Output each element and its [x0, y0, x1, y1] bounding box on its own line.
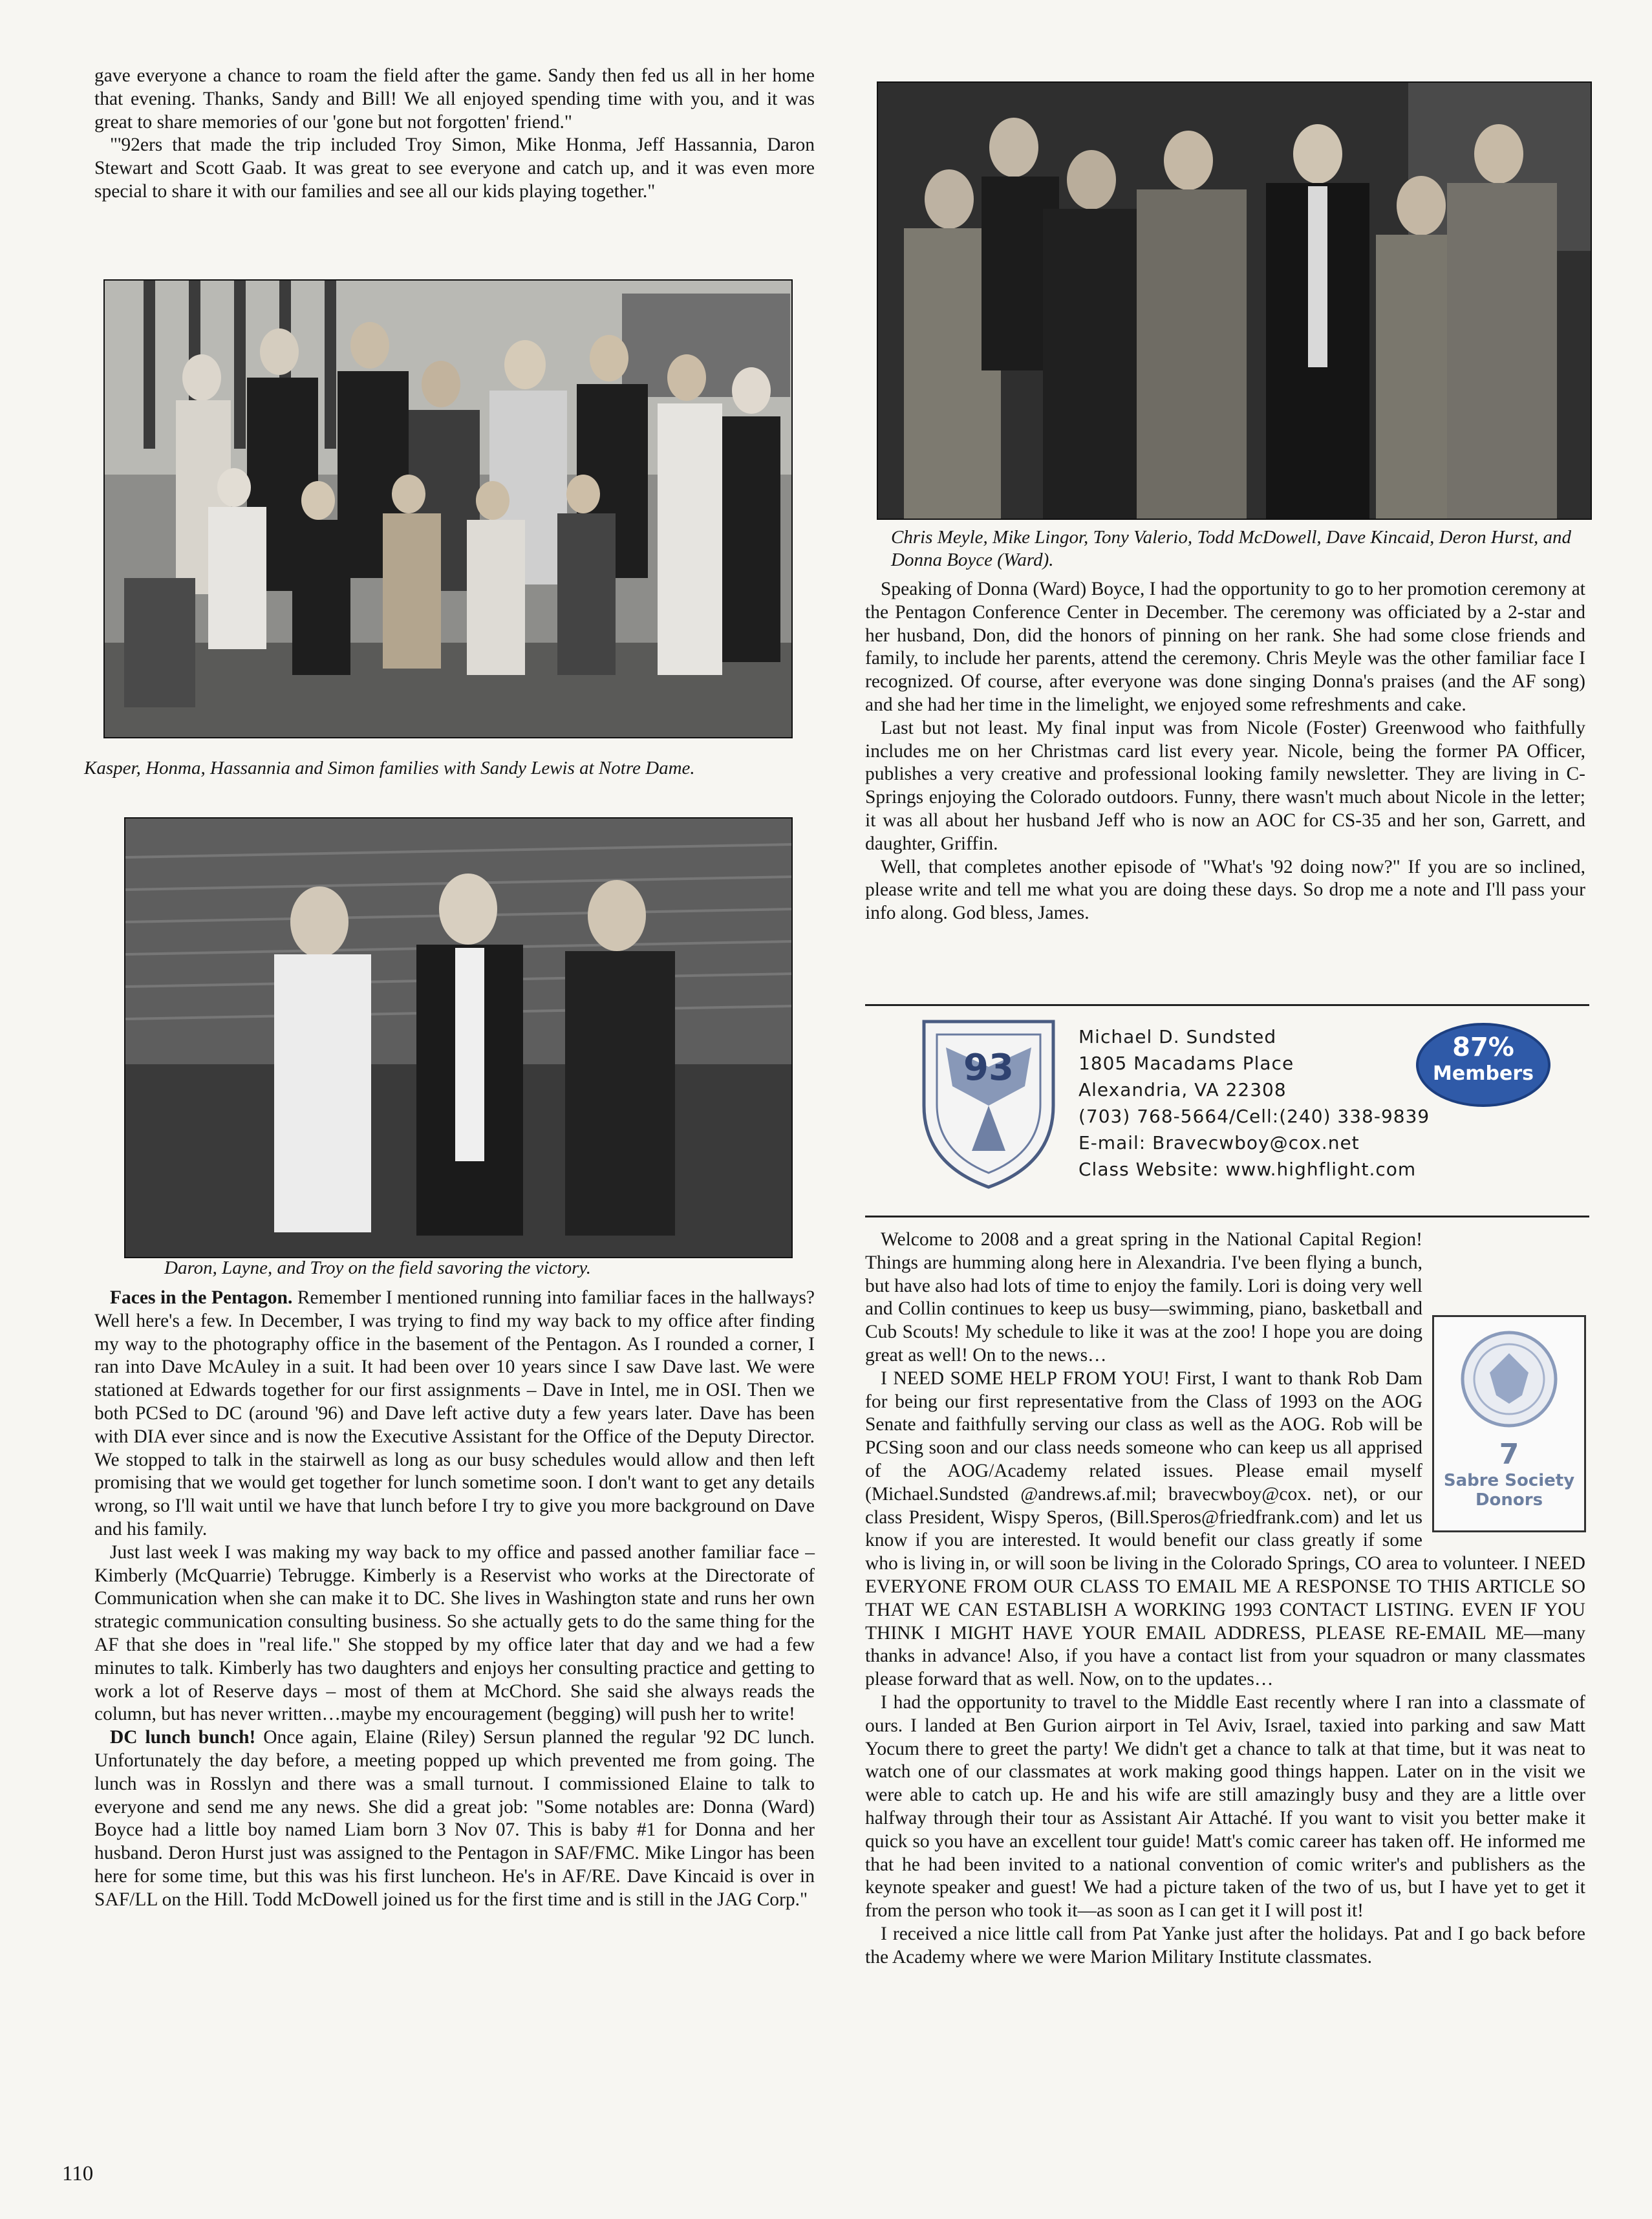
paragraph-faces: Faces in the Pentagon. Remember I mentioned running into familiar faces in the hallways? Well here's a few. In December, I was trying to find my way back to my office after finding my way to the photography office in the basement of the Pentagon. As I rounded a corner, I ran into Dave McAuley in a suit. It had been over 10 years since I saw Dave last. We were stationed at Edwards together for our first assignments – Dave in Intel, me in OSI. Then we both PCSed to DC (around '96) and Dave left active duty a few years later. Dave has been with DIA ever since and is now the Executive Assistant for the Office of the Deputy Director. We stopped to talk in the stairwell as long as our busy schedules would allow and then left promising that we would get together for lunch sometime soon. I don't want to get any details wrong, so I'll wait until we have that lunch before I try to give you more background on Dave and his family. — [94, 1287, 815, 1539]
lunch-heading: DC lunch bunch! — [110, 1727, 256, 1748]
class-crest — [907, 1009, 1070, 1191]
sabre-line1: Sabre Society — [1443, 1471, 1575, 1490]
paragraph: I NEED SOME HELP FROM YOU! First, I want to thank Rob Dam for being our first representative from the Class of 1993 on the AOG Senate and faithfully serving our class as well as the AOG. Rob will be PCSing soon and our class needs someone who can keep us all apprised of the AOG/Academy related issues. Please email myself (Michael.Sundsted @andrews.af.mil; bravecwboy@cox. net), or our class President, Wispy Speros, (Bill.Speros@friedfrank.com) and let us know if you are interested. It would benefit our class greatly if some who is living in, or will soon be living in the Colorado Springs, CO area to volunteer. I NEED EVERYONE FROM OUR CLASS TO EMAIL ME A RESPONSE TO THIS ARTICLE SO THAT WE CAN ESTABLISH A WORKING 1993 CONTACT LISTING. EVEN IF YOU THINK I MIGHT HAVE YOUR EMAIL ADDRESS, PLEASE RE-EMAIL ME—many thanks in advance! Also, if you have a contact list from your squadron or many classmates please forward that as well. Now, on to the updates… — [865, 1367, 1585, 1690]
paragraph: I received a nice little call from Pat Yanke just after the holidays. Pat and I go back before the Academy where we were Marion Military Institute classmates. — [865, 1923, 1585, 1967]
float-spacer — [1422, 1228, 1585, 1544]
sabre-count: 7 — [1499, 1438, 1519, 1471]
sabre-line2: Donors — [1475, 1490, 1543, 1510]
paragraph: I had the opportunity to travel to the Middle East recently where I ran into a classmate of ours. I landed at Ben Gurion airport in Tel Aviv, Israel, taxied into parking and saw Matt Yocum there to greet the party! We didn't get a chance to talk at that time, but it was neat to watch one of our classmates at work making good things happen. Later on in the visit we were able to catch up. He and his wife are still amazingly busy and they are a little over halfway through their tour as Assistant Air Attaché. If you want to visit you better make it quick so you have an excellent tour guide! Matt's comic career has taken off. He informed me that he had been invited to a national convention of comic writer's and publishers as the keynote speaker and guest! We had a picture taken of the two of us, but I have yet to get it from the person who took it—as soon as I can get it I will post it! — [865, 1691, 1585, 1922]
family-group-photo — [103, 279, 793, 738]
contact-email: E-mail: Bravecwboy@cox.net — [1078, 1132, 1360, 1153]
paragraph: Welcome to 2008 and a great spring in the National Capital Region! Things are humming along here in Alexandria. I've been flying a bunch, but have also had lots of time to enjoy the family. Lori is doing very well and Collin continues to keep us busy—swimming, piano, basketball and Cub Scouts! My schedule to like it was at the zoo! I hope you are doing great as well! On to the news… — [865, 1229, 1422, 1366]
pentagon-group-photo — [877, 81, 1592, 520]
divider — [865, 1216, 1589, 1217]
right-column-bottom — [865, 1228, 1585, 1969]
contact-street: 1805 Macadams Place — [1078, 1053, 1294, 1074]
members-label: Members — [1433, 1062, 1534, 1085]
members-percent: 87% — [1452, 1033, 1514, 1062]
photo2-caption: Daron, Layne, and Troy on the field savoring the victory. — [164, 1258, 591, 1278]
stadium-three-men-photo — [124, 817, 793, 1258]
paragraph-kimberly: Just last week I was making my way back to my office and passed another familiar face – Kimberly (McQuarrie) Tebrugge. Kimberly is a Reservist who works at the Directorate of Communication when she can make it to DC. She lives in Washington state and runs her own strategic communication consulting business. So she actually gets to do the same thing for the AF that she does in "real life." She stopped by my office later that day and we had a few minutes to talk. Kimberly has two daughters and enjoys her consulting practice and getting to work a lot of Reserve days – most of them at McChord. She said she always reads the column, but has never written…maybe my encouragement (begging) will push her to write! — [94, 1541, 815, 1725]
paragraph-lunch: DC lunch bunch! Once again, Elaine (Riley) Sersun planned the regular '92 DC lunch. Unfortunately the day before, a meeting popped up which prevented me from going. The lunch was in Rosslyn and there was a small turnout. I commissioned Elaine to talk to everyone and send me any news. She did a great job: "Some notables are: Donna (Ward) Boyce had a little boy named Liam born 3 Nov 07. This is baby #1 for Donna and her husband. Deron Hurst just was assigned to the Pentagon in SAF/FMC. Mike Lingor has been here for some time, but this was his first luncheon. He's in AF/RE. Dave Kincaid is over in SAF/LL on the Hill. Todd McDowell joined us for the first time and is still in the JAG Corp." — [94, 1727, 815, 1910]
paragraph: Speaking of Donna (Ward) Boyce, I had the opportunity to go to her promotion ceremony at the Pentagon Conference Center in December. The ceremony was officiated by a 2-star and her husband, Don, did the honors of pinning on her rank. She had some close friends and family, to include her parents, attend the ceremony. Chris Meyle was the other familiar face I recognized. Of course, after everyone was done singing Donna's praises (and the AF song) and she had her time in the limelight, we enjoyed some refreshments and cake. — [865, 579, 1585, 715]
contact-city: Alexandria, VA 22308 — [1078, 1079, 1287, 1100]
page-number: 110 — [62, 2162, 94, 2185]
photo1-caption: Kasper, Honma, Hassannia and Simon families with Sandy Lewis at Notre Dame. — [84, 758, 695, 778]
paragraph: Last but not least. My final input was from Nicole (Foster) Greenwood who faithfully includes me on her Christmas card list every year. Nicole, being the former PA Officer, publishes a very creative and professional looking family newsletter. They are living in C-Springs enjoying the Colorado outdoors. Funny, there wasn't much about Nicole in the letter; it was all about her husband Jeff who is now an AOC for CS-35 and her son, Garrett, and daughter, Griffin. — [865, 717, 1585, 854]
paragraph: "'92ers that made the trip included Troy Simon, Mike Honma, Jeff Hassannia, Daron Stewart and Scott Gaab. It was great to see everyone and catch up, and it was even more special to share it with our families and see all our kids playing together." — [94, 134, 815, 202]
paragraph: gave everyone a chance to roam the field after the game. Sandy then fed us all in her home that evening. Thanks, Sandy and Bill! We all enjoyed spending time with you, and it was great to share memories of our 'gone but not forgotten' friend." — [94, 65, 815, 133]
crest-number: 93 — [963, 1047, 1014, 1089]
contact-phone: (703) 768-5664/Cell:(240) 338-9839 — [1078, 1106, 1430, 1127]
faces-heading: Faces in the Pentagon. — [110, 1287, 293, 1308]
contact-website: Class Website: www.highflight.com — [1078, 1159, 1417, 1180]
contact-name: Michael D. Sundsted — [1078, 1026, 1277, 1047]
paragraph: Well, that completes another episode of "What's '92 doing now?" If you are so inclined, please write and tell me what you are doing these days. So drop me a note and I'll pass your info along. God bless, James. — [865, 856, 1585, 924]
members-badge — [1416, 1023, 1550, 1107]
divider — [865, 1004, 1589, 1006]
left-column-top — [94, 65, 815, 204]
photo3-caption: Chris Meyle, Mike Lingor, Tony Valerio, Todd McDowell, Dave Kincaid, Deron Hurst, and Donna Boyce (Ward). — [891, 527, 1572, 570]
right-column-top — [865, 578, 1585, 925]
left-column-bottom — [94, 1287, 815, 1912]
